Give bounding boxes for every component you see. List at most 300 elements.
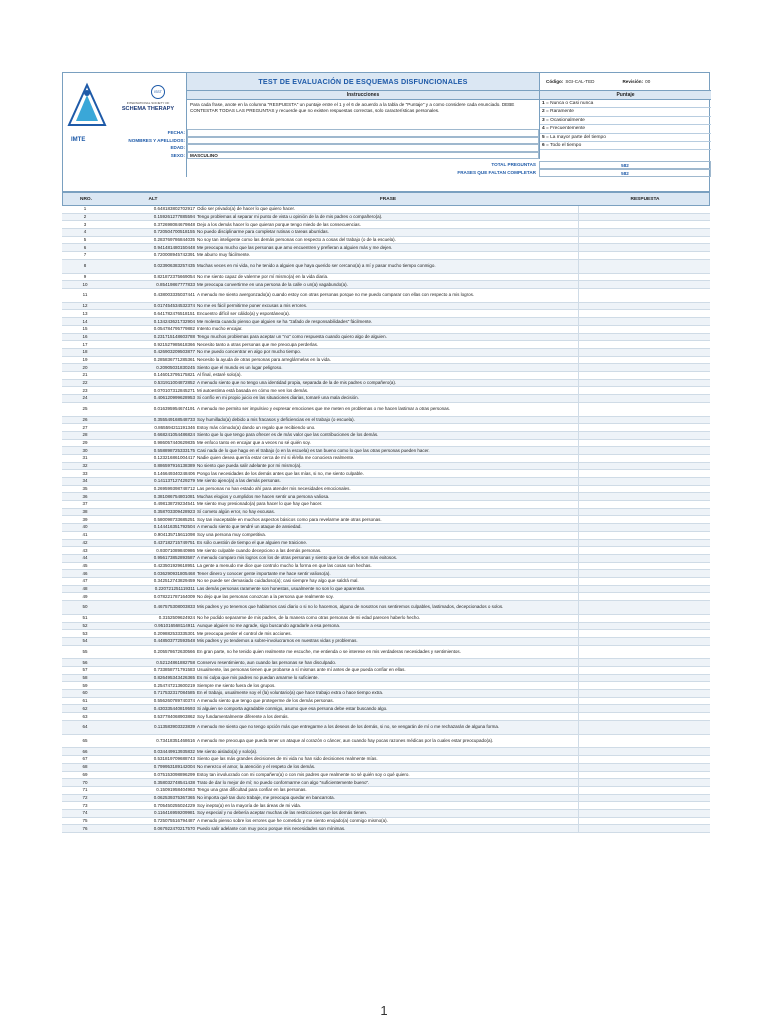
- row-phrase: Si confío en mi propio juicio en las situaciones diarias, tomaré una mala decisión.: [197, 395, 359, 401]
- row-response-cell[interactable]: [578, 570, 710, 577]
- table-row: [62, 524, 710, 532]
- table-row: [62, 214, 710, 222]
- total-value: 582: [539, 161, 711, 169]
- row-phrase: No merezco el amor, la atención y el respeto de los demás.: [197, 764, 316, 770]
- row-response-cell[interactable]: [578, 630, 710, 637]
- table-row: [62, 690, 710, 698]
- row-alt-value: 0.498138729234541: [153, 501, 195, 507]
- table-row: [62, 447, 710, 455]
- row-response-cell[interactable]: [578, 593, 710, 600]
- page-number: 1: [380, 1003, 388, 1018]
- table-row: [62, 252, 710, 260]
- row-number: 4: [83, 229, 87, 235]
- row-alt-value: 0.146013795175821: [153, 372, 195, 378]
- row-phrase: Soy humillado(a) debido a mis fracasos y deficiencias en el trabajo (o escuela).: [197, 416, 355, 422]
- table-row: [62, 772, 710, 780]
- table-row: [62, 787, 710, 795]
- form-field-input[interactable]: [187, 137, 539, 145]
- table-row: [62, 570, 710, 578]
- row-number: 15: [82, 326, 88, 332]
- table-row: [62, 357, 710, 365]
- table-row: [62, 615, 710, 623]
- row-number: 5: [83, 237, 87, 243]
- table-row: [62, 667, 710, 675]
- row-response-cell[interactable]: [578, 675, 710, 682]
- row-phrase: Tengo una gran dificultad para confiar en las personas.: [197, 787, 307, 793]
- row-phrase: No puedo disciplinarme para completar rutinas o tareas aburridas.: [197, 229, 329, 235]
- total-label: FRASES QUE FALTAN COMPLETAR: [457, 170, 536, 175]
- row-alt-value: 0.017454534532374: [153, 303, 195, 309]
- row-number: 59: [82, 682, 88, 688]
- table-row: [62, 432, 710, 440]
- row-alt-value: 0.355549168548733: [153, 416, 195, 422]
- row-response-cell[interactable]: [578, 244, 710, 251]
- row-response-cell[interactable]: [578, 214, 710, 221]
- table-row: [62, 463, 710, 471]
- row-response-cell[interactable]: [578, 735, 710, 748]
- table-row: [62, 274, 710, 282]
- row-number: 47: [82, 578, 88, 584]
- row-number: 36: [82, 493, 88, 499]
- row-response-cell[interactable]: [578, 334, 710, 341]
- row-alt-value: 0.717532317084585: [153, 690, 195, 696]
- row-number: 11: [82, 292, 88, 298]
- row-response-cell[interactable]: [578, 478, 710, 485]
- row-phrase: Dejo a los demás hacer lo que quieran porque tengo miedo de las consecuencias.: [197, 221, 361, 227]
- row-phrase: Las personas no han estado ahí para atender mis necesidades emocionales.: [197, 486, 351, 492]
- row-response-cell[interactable]: [578, 440, 710, 447]
- row-alt-value: 0.067922470217570: [153, 825, 195, 831]
- row-response-cell[interactable]: [578, 810, 710, 817]
- row-phrase: No importa qué tan duro trabaje, me preocupa quedar en bancarrota.: [197, 794, 335, 800]
- row-alt-value: 0.070107312845271: [153, 387, 195, 393]
- table-row: [62, 440, 710, 448]
- form-field-row: [63, 152, 539, 160]
- code-label: Código:: [546, 79, 564, 84]
- table-row: [62, 756, 710, 764]
- row-alt-value: 0.886597916138389: [153, 462, 195, 468]
- row-phrase: No se puede ser demasiado cuidadoso(a); casi siempre hay algo que saldrá mal.: [197, 578, 359, 584]
- row-number: 55: [82, 648, 88, 654]
- table-row: [62, 764, 710, 772]
- row-number: 21: [82, 372, 88, 378]
- row-alt-value: 0.733858771791583: [153, 667, 195, 673]
- form-field-row: [63, 144, 539, 152]
- row-number: 43: [82, 547, 88, 553]
- row-number: 62: [82, 705, 88, 711]
- row-alt-value: 0.116416959209981: [154, 810, 195, 816]
- row-phrase: Necesito tanto a otras personas que me preocupa perderlas.: [197, 341, 319, 347]
- row-response-cell[interactable]: [578, 825, 710, 832]
- row-phrase: Tener dinero y conocer gente importante me hace sentir valioso(a).: [197, 570, 331, 576]
- row-phrase: Muchas elogios y cumplidos me hacen sentir una persona valiosa.: [197, 493, 330, 499]
- row-response-cell[interactable]: [578, 509, 710, 516]
- row-response-cell[interactable]: [578, 349, 710, 356]
- row-alt-value: 0.034449913935832: [153, 748, 195, 754]
- table-row: [62, 501, 710, 509]
- row-response-cell[interactable]: [578, 646, 710, 659]
- row-alt-value: 0.406120999628953: [153, 395, 195, 401]
- row-response-cell[interactable]: [578, 623, 710, 630]
- row-phrase: Soy fundamentalmente diferente a los demás.: [197, 713, 289, 719]
- row-phrase: La gente a menudo me dice que controlo mucho la forma en que las cosas son hechas.: [197, 562, 372, 568]
- row-response-cell[interactable]: [578, 721, 710, 734]
- row-alt-value: 0.941481480150448: [153, 244, 195, 250]
- row-number: 60: [82, 690, 88, 696]
- row-response-cell[interactable]: [578, 486, 710, 493]
- row-response-cell[interactable]: [578, 705, 710, 712]
- table-row: [62, 372, 710, 380]
- row-phrase: No me es fácil permitirme poner excusas a mis errores.: [197, 303, 308, 309]
- row-phrase: No me siento capaz de valerme por mí mismo(a) en la vida diaria.: [197, 273, 329, 279]
- row-phrase: Mis padres y yo tendemos a sobre-involucrarnos en nuestras vidas y problemas.: [197, 638, 358, 644]
- table-row: [62, 705, 710, 713]
- row-alt-value: 0.062539375367365: [153, 794, 195, 800]
- row-alt-value: 0.205578672630566: [153, 648, 195, 654]
- scoring-item-number: 1: [542, 101, 545, 106]
- form-field-label: FECHA:: [167, 130, 185, 135]
- row-phrase: Casi nada de lo que hago en el trabajo (o en la escuela) es tan bueno como lo que las otras personas pueden hacer.: [197, 447, 430, 453]
- row-response-cell[interactable]: [578, 516, 710, 523]
- table-row: [62, 334, 710, 342]
- row-number: 61: [82, 698, 88, 704]
- row-alt-value: 0.986057440629835: [153, 439, 195, 445]
- form-field-input[interactable]: [187, 144, 539, 152]
- row-response-cell[interactable]: [578, 206, 710, 213]
- row-response-cell[interactable]: [578, 756, 710, 763]
- row-response-cell[interactable]: [578, 229, 710, 236]
- row-alt-value: 0.430335440819593: [153, 705, 195, 711]
- row-response-cell[interactable]: [578, 303, 710, 310]
- row-alt-value: 0.146649340248406: [153, 470, 195, 476]
- row-response-cell[interactable]: [578, 432, 710, 439]
- form-field-label: EDAD:: [170, 145, 185, 151]
- row-response-cell[interactable]: [578, 380, 710, 387]
- row-number: 38: [82, 509, 88, 515]
- table-row: [62, 516, 710, 524]
- row-response-cell[interactable]: [578, 357, 710, 364]
- row-number: 27: [82, 424, 88, 430]
- table-row: [62, 478, 710, 486]
- row-alt-value: 0.254747213600219: [153, 682, 195, 688]
- row-response-cell[interactable]: [578, 501, 710, 508]
- schema-logo-big-text: SCHEMA THERAPY: [121, 106, 175, 112]
- row-alt-value: 0.865594211191346: [154, 424, 195, 430]
- row-alt-value: 0.285836771285361: [153, 356, 195, 362]
- row-alt-value: 0.269599398748712: [153, 486, 195, 492]
- row-number: 48: [82, 585, 88, 591]
- row-number: 45: [82, 562, 88, 568]
- row-response-cell[interactable]: [578, 463, 710, 470]
- row-alt-value: 0.73418351468616: [156, 738, 195, 744]
- row-phrase: Si alguien se comporta agradable conmigo, asumo que esa persona debe estar buscando algo.: [197, 705, 388, 711]
- row-response-cell[interactable]: [578, 281, 710, 288]
- row-response-cell[interactable]: [578, 690, 710, 697]
- isst-badge-icon: ISST: [151, 85, 165, 99]
- row-response-cell[interactable]: [578, 395, 710, 402]
- scoring-item: [540, 117, 711, 125]
- row-number: 23: [82, 387, 88, 393]
- row-phrase: No dejo que las personas conozcan a la persona que realmente soy.: [197, 593, 334, 599]
- row-phrase: A menudo comparo mis logros con los de otras personas y siento que los de ellos son más exitosos.: [197, 555, 398, 561]
- scoring-item-label: = Todo el tiempo: [544, 142, 582, 148]
- row-response-cell[interactable]: [578, 260, 710, 273]
- table-row: [62, 395, 710, 403]
- table-row: [62, 802, 710, 810]
- row-response-cell[interactable]: [578, 237, 710, 244]
- row-alt-value: 0.531911004872852: [154, 380, 195, 385]
- table-row: [62, 281, 710, 289]
- row-number: 75: [82, 817, 88, 823]
- row-number: 65: [82, 738, 88, 744]
- row-response-cell[interactable]: [578, 555, 710, 562]
- table-row: [62, 818, 710, 826]
- row-response-cell[interactable]: [578, 667, 710, 674]
- row-phrase: Muchas veces en mi vida, no he tenido a alguien que haya querido ser cercano(a) a mí y pasar mucho tiempo conmigo.: [197, 263, 436, 269]
- form-field-input[interactable]: MASCULINO: [187, 152, 539, 160]
- row-phrase: A menudo siento que tengo que protegerme de los demás personas.: [197, 698, 334, 704]
- row-response-cell[interactable]: [578, 455, 710, 462]
- table-row: [62, 623, 710, 631]
- table-row: [62, 303, 710, 311]
- row-number: 58: [82, 675, 88, 681]
- row-response-cell[interactable]: [578, 252, 710, 259]
- row-alt-value: 0.372698084679848: [153, 221, 195, 227]
- row-number: 13: [82, 310, 88, 316]
- row-number: 6: [83, 244, 87, 250]
- row-response-cell[interactable]: [578, 601, 710, 614]
- row-alt-value: 0.283769786844035: [153, 237, 195, 243]
- row-alt-value: 0.93071089840986: [156, 547, 195, 553]
- total-row: [187, 161, 711, 169]
- row-phrase: Siempre me siento fuera de los grupos.: [197, 682, 276, 688]
- row-phrase: Es sólo cuestión de tiempo el que alguien me traicione.: [197, 539, 308, 545]
- table-row: [62, 244, 710, 252]
- table-row: [62, 630, 710, 638]
- row-response-cell[interactable]: [578, 615, 710, 622]
- questions-table: [62, 206, 710, 833]
- row-phrase: Mi autoestima está basada en cómo me ven los demás.: [197, 387, 309, 393]
- row-response-cell[interactable]: [578, 289, 710, 302]
- row-number: 44: [82, 555, 88, 561]
- row-number: 42: [82, 539, 88, 545]
- row-number: 63: [82, 713, 88, 719]
- row-phrase: Usualmente, las personas tienen que probarse a sí mismas ante mí antes de que pueda confiar en ellas.: [197, 667, 406, 673]
- table-row: [62, 795, 710, 803]
- row-alt-value: 0.799953189142004: [153, 764, 195, 770]
- row-number: 76: [82, 825, 88, 831]
- row-alt-value: 0.531819709688743: [153, 756, 195, 762]
- table-row: [62, 675, 710, 683]
- row-response-cell[interactable]: [578, 540, 710, 547]
- column-header-nro: NRO.: [80, 197, 92, 202]
- scoring-item-label: = Ocasionalmente: [544, 117, 585, 123]
- form-field-row: [63, 129, 539, 137]
- row-response-cell[interactable]: [578, 682, 710, 689]
- scoring-item-number: 3: [542, 117, 545, 123]
- row-response-cell[interactable]: [578, 563, 710, 570]
- row-number: 17: [82, 341, 88, 347]
- row-response-cell[interactable]: [578, 470, 710, 477]
- row-number: 29: [82, 439, 88, 445]
- row-phrase: Puedo salir adelante con muy poco porque mis necesidades son mínimas.: [197, 825, 346, 831]
- row-number: 22: [82, 380, 88, 385]
- row-phrase: Me siento ajeno(a) a las demás personas.: [197, 478, 281, 484]
- table-row: [62, 586, 710, 594]
- row-alt-value: 0.3152509624924: [158, 615, 195, 621]
- table-row: [62, 825, 710, 833]
- form-field-input[interactable]: [187, 129, 539, 137]
- row-phrase: Siento que el mundo es un lugar peligroso.: [197, 364, 283, 370]
- row-phrase: Me siento aislado(a) y solo(a).: [197, 748, 258, 754]
- row-response-cell[interactable]: [578, 524, 710, 531]
- table-row: [62, 493, 710, 501]
- row-alt-value: 0.144416351792504: [153, 524, 195, 530]
- row-response-cell[interactable]: [578, 659, 710, 666]
- table-row: [62, 555, 710, 563]
- row-response-cell[interactable]: [578, 578, 710, 585]
- row-number: 31: [82, 455, 88, 461]
- row-response-cell[interactable]: [578, 326, 710, 333]
- row-number: 54: [82, 638, 88, 644]
- total-label: TOTAL PREGUNTAS: [491, 162, 536, 167]
- row-phrase: Necesito la ayuda de otras personas para arreglármelas en la vida.: [197, 356, 331, 362]
- row-response-cell[interactable]: [578, 424, 710, 431]
- row-phrase: En el trabajo, usualmente soy el (la) voluntario(a) que hace trabajo extra o hace tiempo extra.: [197, 690, 384, 696]
- row-phrase: Me siento culpable cuando decepciono a las demás personas.: [197, 547, 322, 553]
- row-phrase: Aunque alguien no me agrade, sigo buscando agradarle a esa persona.: [197, 622, 341, 628]
- row-alt-value: 0.951016568114911: [154, 622, 195, 628]
- row-phrase: Intento mucho encajar.: [197, 326, 243, 332]
- row-alt-value: 0.358032748541438: [153, 779, 195, 785]
- row-alt-value: 0.448503772593548: [153, 638, 195, 644]
- row-response-cell[interactable]: [578, 818, 710, 825]
- row-alt-value: 0.078221787164009: [153, 593, 195, 599]
- row-phrase: No siento que pueda salir adelante por mi mismo(a).: [197, 462, 302, 468]
- row-alt-value: 0.123216861004417: [153, 455, 195, 461]
- row-response-cell[interactable]: [578, 772, 710, 779]
- table-row: [62, 547, 710, 555]
- row-response-cell[interactable]: [578, 532, 710, 539]
- row-number: 73: [82, 802, 88, 808]
- row-number: 57: [82, 667, 88, 673]
- row-response-cell[interactable]: [578, 787, 710, 794]
- row-response-cell[interactable]: [578, 310, 710, 317]
- row-response-cell[interactable]: [578, 748, 710, 755]
- row-phrase: Me molesta cuando pienso que alguien se ha "zafado de responsabilidades" fácilmente.: [197, 318, 373, 324]
- instructions-text: Para cada frase, anote en la columna "RESPUESTA" un puntaje entre el 1 y el 6 de acuerdo a la tabla de "Puntaje" y a como considere cada enunciado. DEBE CONTESTAR TODAS LAS PREGUNTAS y recuerde que no existen respuestas correctas, solo características personales.: [190, 102, 515, 113]
- table-row: [62, 779, 710, 787]
- row-number: 8: [83, 263, 87, 269]
- row-number: 7: [83, 252, 87, 258]
- row-number: 28: [82, 432, 88, 438]
- row-phrase: A menudo pienso sobre los errores que he cometido y me siento enojado(a) conmigo mismo(a).: [197, 817, 388, 823]
- row-phrase: No me puedo concentrar en algo por mucho tiempo.: [197, 349, 302, 355]
- row-response-cell[interactable]: [578, 547, 710, 554]
- row-phrase: Me preocupa perder el control de mis acciones.: [197, 630, 292, 636]
- row-response-cell[interactable]: [578, 493, 710, 500]
- row-alt-value: 0.159261277885594: [153, 214, 195, 220]
- row-number: 64: [82, 724, 88, 730]
- row-alt-value: 0.668241054486824: [153, 432, 195, 438]
- row-number: 70: [82, 779, 88, 785]
- row-number: 46: [82, 570, 88, 576]
- row-number: 40: [82, 524, 88, 530]
- row-phrase: Me enfoco tanto en encajar que a veces no sé quién soy.: [197, 439, 311, 445]
- form-header: [62, 72, 710, 192]
- row-response-cell[interactable]: [578, 387, 710, 394]
- row-response-cell[interactable]: [578, 586, 710, 593]
- row-response-cell[interactable]: [578, 638, 710, 645]
- scoring-item-number: 2: [542, 109, 545, 115]
- row-number: 10: [82, 281, 88, 287]
- row-phrase: A menudo siento que no tengo una identidad propia, separada de la de mis padres o compañero(a).: [197, 380, 397, 385]
- row-number: 51: [82, 615, 88, 621]
- table-row: [62, 380, 710, 388]
- row-alt-value: 0.023906383257435: [153, 263, 195, 269]
- scoring-item-label: = Raramente: [544, 109, 574, 115]
- row-number: 68: [82, 764, 88, 770]
- table-header: [62, 192, 710, 206]
- row-response-cell[interactable]: [578, 698, 710, 705]
- row-phrase: No soy tan inteligente como las demás personas con respecto a cosas del trabajo (o de la escuela).: [197, 237, 396, 243]
- row-phrase: A menudo me siento que no tengo opción más que entregarme a los deseos de los demás, si no, se vengarán de mí o me rechazarán de alguna forma.: [197, 724, 500, 730]
- row-alt-value: 0.438003335037441: [153, 292, 195, 298]
- table-row: [62, 578, 710, 586]
- scoring-item-label: = La mayor parte del tiempo: [544, 134, 606, 140]
- row-phrase: A menudo siento que tendré un ataque de ansiedad.: [197, 524, 302, 530]
- row-response-cell[interactable]: [578, 274, 710, 281]
- table-row: [62, 638, 710, 646]
- row-response-cell[interactable]: [578, 372, 710, 379]
- row-phrase: Es mi culpa que mis padres no puedan amarme lo suficiente.: [197, 675, 319, 681]
- column-header-respuesta: RESPUESTA: [630, 197, 660, 202]
- row-number: 71: [82, 787, 88, 793]
- row-alt-value: 0.821872375669054: [153, 273, 195, 279]
- row-response-cell[interactable]: [578, 779, 710, 786]
- scoring-item: [540, 125, 711, 133]
- scoring-item-number: 6: [542, 142, 545, 148]
- row-number: 53: [82, 630, 88, 636]
- table-row: [62, 318, 710, 326]
- row-response-cell[interactable]: [578, 713, 710, 720]
- row-response-cell[interactable]: [578, 795, 710, 802]
- row-phrase: A menudo me permito ser impulsivo y expresar emociones que me meten en problemas o me hacen lastimar a otras personas.: [197, 406, 451, 412]
- row-number: 34: [82, 478, 88, 484]
- table-row: [62, 646, 710, 660]
- row-phrase: Tengo problemas al separar mi punto de vista u opinión de la de mis padres o compañero(a).: [197, 214, 383, 220]
- row-response-cell[interactable]: [578, 764, 710, 771]
- row-response-cell[interactable]: [578, 447, 710, 454]
- row-response-cell[interactable]: [578, 364, 710, 371]
- row-response-cell[interactable]: [578, 221, 710, 228]
- row-number: 30: [82, 447, 88, 453]
- row-response-cell[interactable]: [578, 341, 710, 348]
- row-phrase: Me siento muy presionado(a) para hacer lo que hay que hacer.: [197, 501, 323, 507]
- row-phrase: Me aburro muy fácilmente.: [197, 252, 251, 258]
- table-row: [62, 721, 710, 735]
- row-response-cell[interactable]: [578, 403, 710, 416]
- table-row: [62, 698, 710, 706]
- table-row: [62, 509, 710, 517]
- row-response-cell[interactable]: [578, 318, 710, 325]
- row-alt-value: 0.342512743829459: [153, 578, 195, 584]
- row-response-cell[interactable]: [578, 417, 710, 424]
- row-response-cell[interactable]: [578, 802, 710, 809]
- row-alt-value: 0.381086754801081: [153, 493, 195, 499]
- row-phrase: Soy una persona muy competitiva.: [197, 532, 267, 538]
- total-row: [187, 169, 711, 177]
